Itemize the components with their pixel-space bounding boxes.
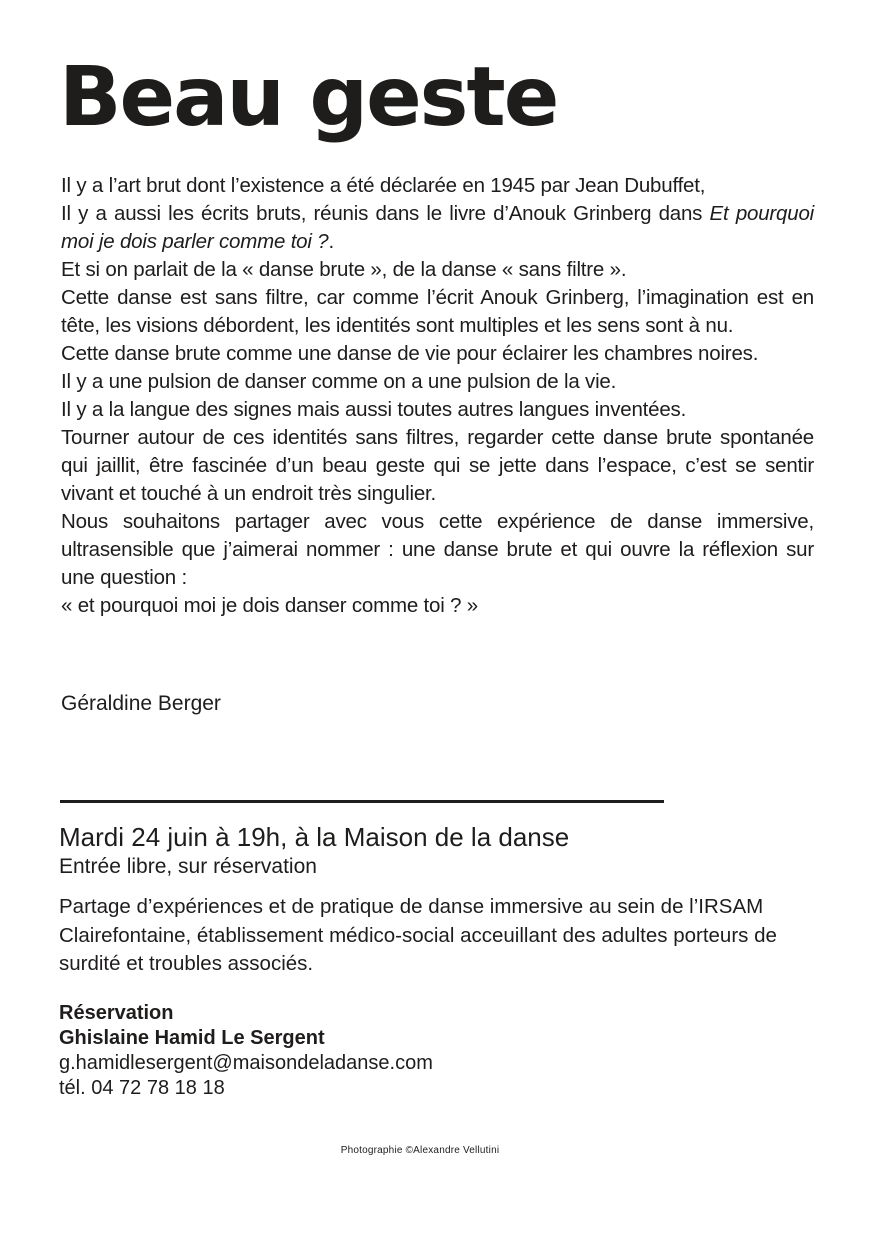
essay-paragraph: Nous souhaitons partager avec vous cette expérience de danse immersive, ultrasensible que j’aimerai nommer : une danse brute et qui ouvre la réflexion sur une question : — [61, 510, 814, 589]
photo-credit: Photographie ©Alexandre Vellutini — [340, 1145, 500, 1156]
essay-paragraph: Tourner autour de ces identités sans filtres, regarder cette danse brute spontanée qui jaillit, être fascinée d’un beau geste qui se jette dans l’espace, c’est se sentir vivant et touché à un endroit très singulier. — [61, 426, 814, 505]
event-description: Partage d’expériences et de pratique de danse immersive au sein de l’IRSAM Clairefontaine, établissement médico-social acceuillant des adultes porteurs de surdité et troubles associés. — [59, 895, 777, 975]
essay-line: Il y a une pulsion de danser comme on a une pulsion de la vie. — [61, 370, 617, 393]
contact-email-link[interactable]: g.hamidlesergent@maisondeladanse.com — [59, 1052, 433, 1074]
event-entry-info: Entrée libre, sur réservation — [59, 855, 317, 878]
essay-paragraph: Cette danse est sans filtre, car comme l’écrit Anouk Grinberg, l’imagination est en tête, les visions débordent, les identités sont multiples et les sens sont à nu. — [61, 286, 814, 337]
section-divider — [60, 800, 664, 803]
reservation-heading: Réservation — [59, 1002, 174, 1024]
essay-paragraph: Cette danse brute comme une danse de vie pour éclairer les chambres noires. — [61, 342, 759, 365]
essay-line: Il y a l’art brut dont l’existence a été déclarée en 1945 par Jean Dubuffet, — [61, 174, 706, 197]
essay-line-text: Il y a aussi les écrits bruts, réunis dans le livre d’Anouk Grinberg dans — [61, 202, 703, 225]
author-signature: Géraldine Berger — [61, 692, 221, 715]
contact-name: Ghislaine Hamid Le Sergent — [59, 1027, 325, 1049]
reservation-block — [59, 1001, 433, 1101]
essay-line: Il y a la langue des signes mais aussi toutes autres langues inventées. — [61, 398, 687, 421]
contact-phone: tél. 04 72 78 18 18 — [59, 1077, 225, 1099]
essay-text — [61, 172, 814, 620]
book-title: Et pourquoi moi je dois parler comme toi ? — [61, 202, 815, 253]
event-date: Mardi 24 juin à 19h, à la Maison de la danse — [59, 822, 570, 852]
essay-line: Et si on parlait de la « danse brute », de la danse « sans filtre ». — [61, 258, 627, 281]
essay-punctuation: . — [328, 230, 334, 253]
essay-line — [61, 200, 814, 256]
page-title: Beau geste — [59, 50, 558, 145]
essay-quote: « et pourquoi moi je dois danser comme toi ? » — [61, 594, 478, 617]
